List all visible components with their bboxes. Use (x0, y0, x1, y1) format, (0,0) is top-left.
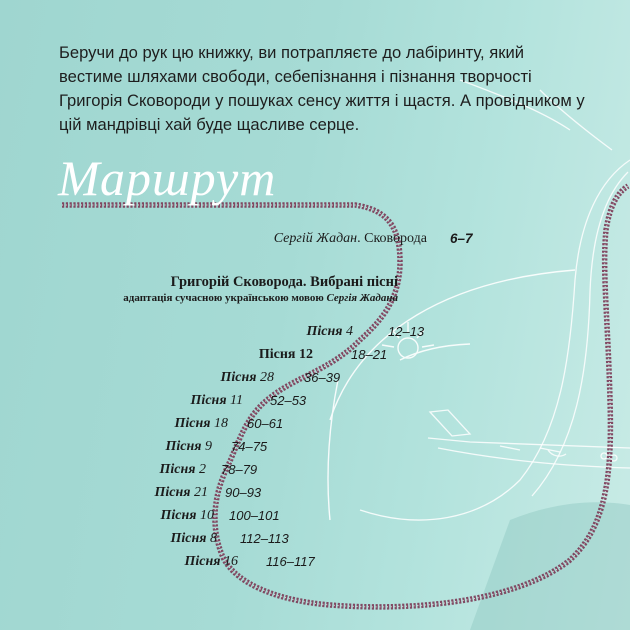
toc-entry-song-28[interactable] (220, 369, 341, 387)
song-number: 10 (200, 508, 214, 523)
song-pages: 74–75 (231, 439, 268, 454)
adaptation-credit (123, 292, 398, 304)
song-number: 12 (299, 347, 313, 362)
song-label: Пісня (170, 531, 207, 546)
adaptation-prefix: адаптація сучасною українською мовою (123, 292, 327, 304)
toc-entry-song-21[interactable] (154, 484, 262, 502)
foreword-pages: 6–7 (450, 231, 473, 246)
song-label: Пісня (258, 347, 296, 362)
sketch-dome (328, 270, 575, 520)
foreword-title: Сковорода (364, 231, 427, 246)
adapter-name: Сергія Жадана (326, 292, 398, 304)
toc-entry-song-10[interactable] (160, 507, 280, 525)
toc-entry-song-9[interactable] (165, 438, 268, 456)
song-pages: 18–21 (351, 347, 388, 362)
song-number: 8 (210, 531, 217, 546)
song-label: Пісня (159, 462, 196, 477)
song-number: 9 (205, 439, 212, 454)
anthology-title: Григорій Сковорода. Вибрані пісні (170, 274, 398, 290)
song-label: Пісня (154, 485, 191, 500)
toc-entry-foreword[interactable] (273, 230, 473, 248)
song-pages: 90–93 (225, 485, 262, 500)
intro-paragraph: Беручи до рук цю книжку, ви потрапляєте до лабіринту, який вестиме шляхами свободи, себепізнання і пізнання творчості Григорія Сковороди у пошуках сенсу життя і щастя. А провідником у цій мандрівці хай буде щасливе серце. (59, 43, 585, 134)
song-pages: 100–101 (229, 508, 280, 523)
sketch-airplane (428, 410, 630, 468)
song-number: 2 (199, 462, 206, 477)
song-number: 18 (214, 416, 228, 431)
song-label: Пісня (220, 370, 257, 385)
song-pages: 116–117 (266, 554, 315, 569)
toc-entry-song-12[interactable] (258, 346, 388, 364)
song-pages: 78–79 (221, 462, 258, 477)
song-pages: 52–53 (270, 393, 307, 408)
song-number: 16 (224, 554, 238, 569)
toc-entry-song-16[interactable] (184, 553, 315, 571)
sketch-letter-outline (360, 80, 630, 520)
song-pages: 12–13 (388, 324, 425, 339)
song-pages: 36–39 (304, 370, 341, 385)
toc-entry-song-4[interactable] (306, 323, 425, 341)
song-number: 4 (346, 324, 353, 339)
song-label: Пісня (190, 393, 227, 408)
song-label: Пісня (306, 324, 343, 339)
toc-entry-song-8[interactable] (170, 530, 289, 548)
song-pages: 112–113 (240, 531, 289, 546)
song-label: Пісня (184, 554, 221, 569)
song-label: Пісня (165, 439, 202, 454)
song-number: 28 (260, 370, 274, 385)
song-number: 11 (230, 393, 243, 408)
toc-entry-song-11[interactable] (190, 392, 307, 410)
toc-entry-song-2[interactable] (159, 461, 258, 479)
song-pages: 60–61 (247, 416, 284, 431)
song-label: Пісня (160, 508, 197, 523)
song-label: Пісня (174, 416, 211, 431)
foreword-author: Сергій Жадан (273, 231, 358, 246)
song-number: 21 (194, 485, 208, 500)
foreword-separator: . (357, 231, 365, 246)
toc-entry-song-18[interactable] (174, 415, 284, 433)
page-title: Маршрут (58, 150, 277, 206)
